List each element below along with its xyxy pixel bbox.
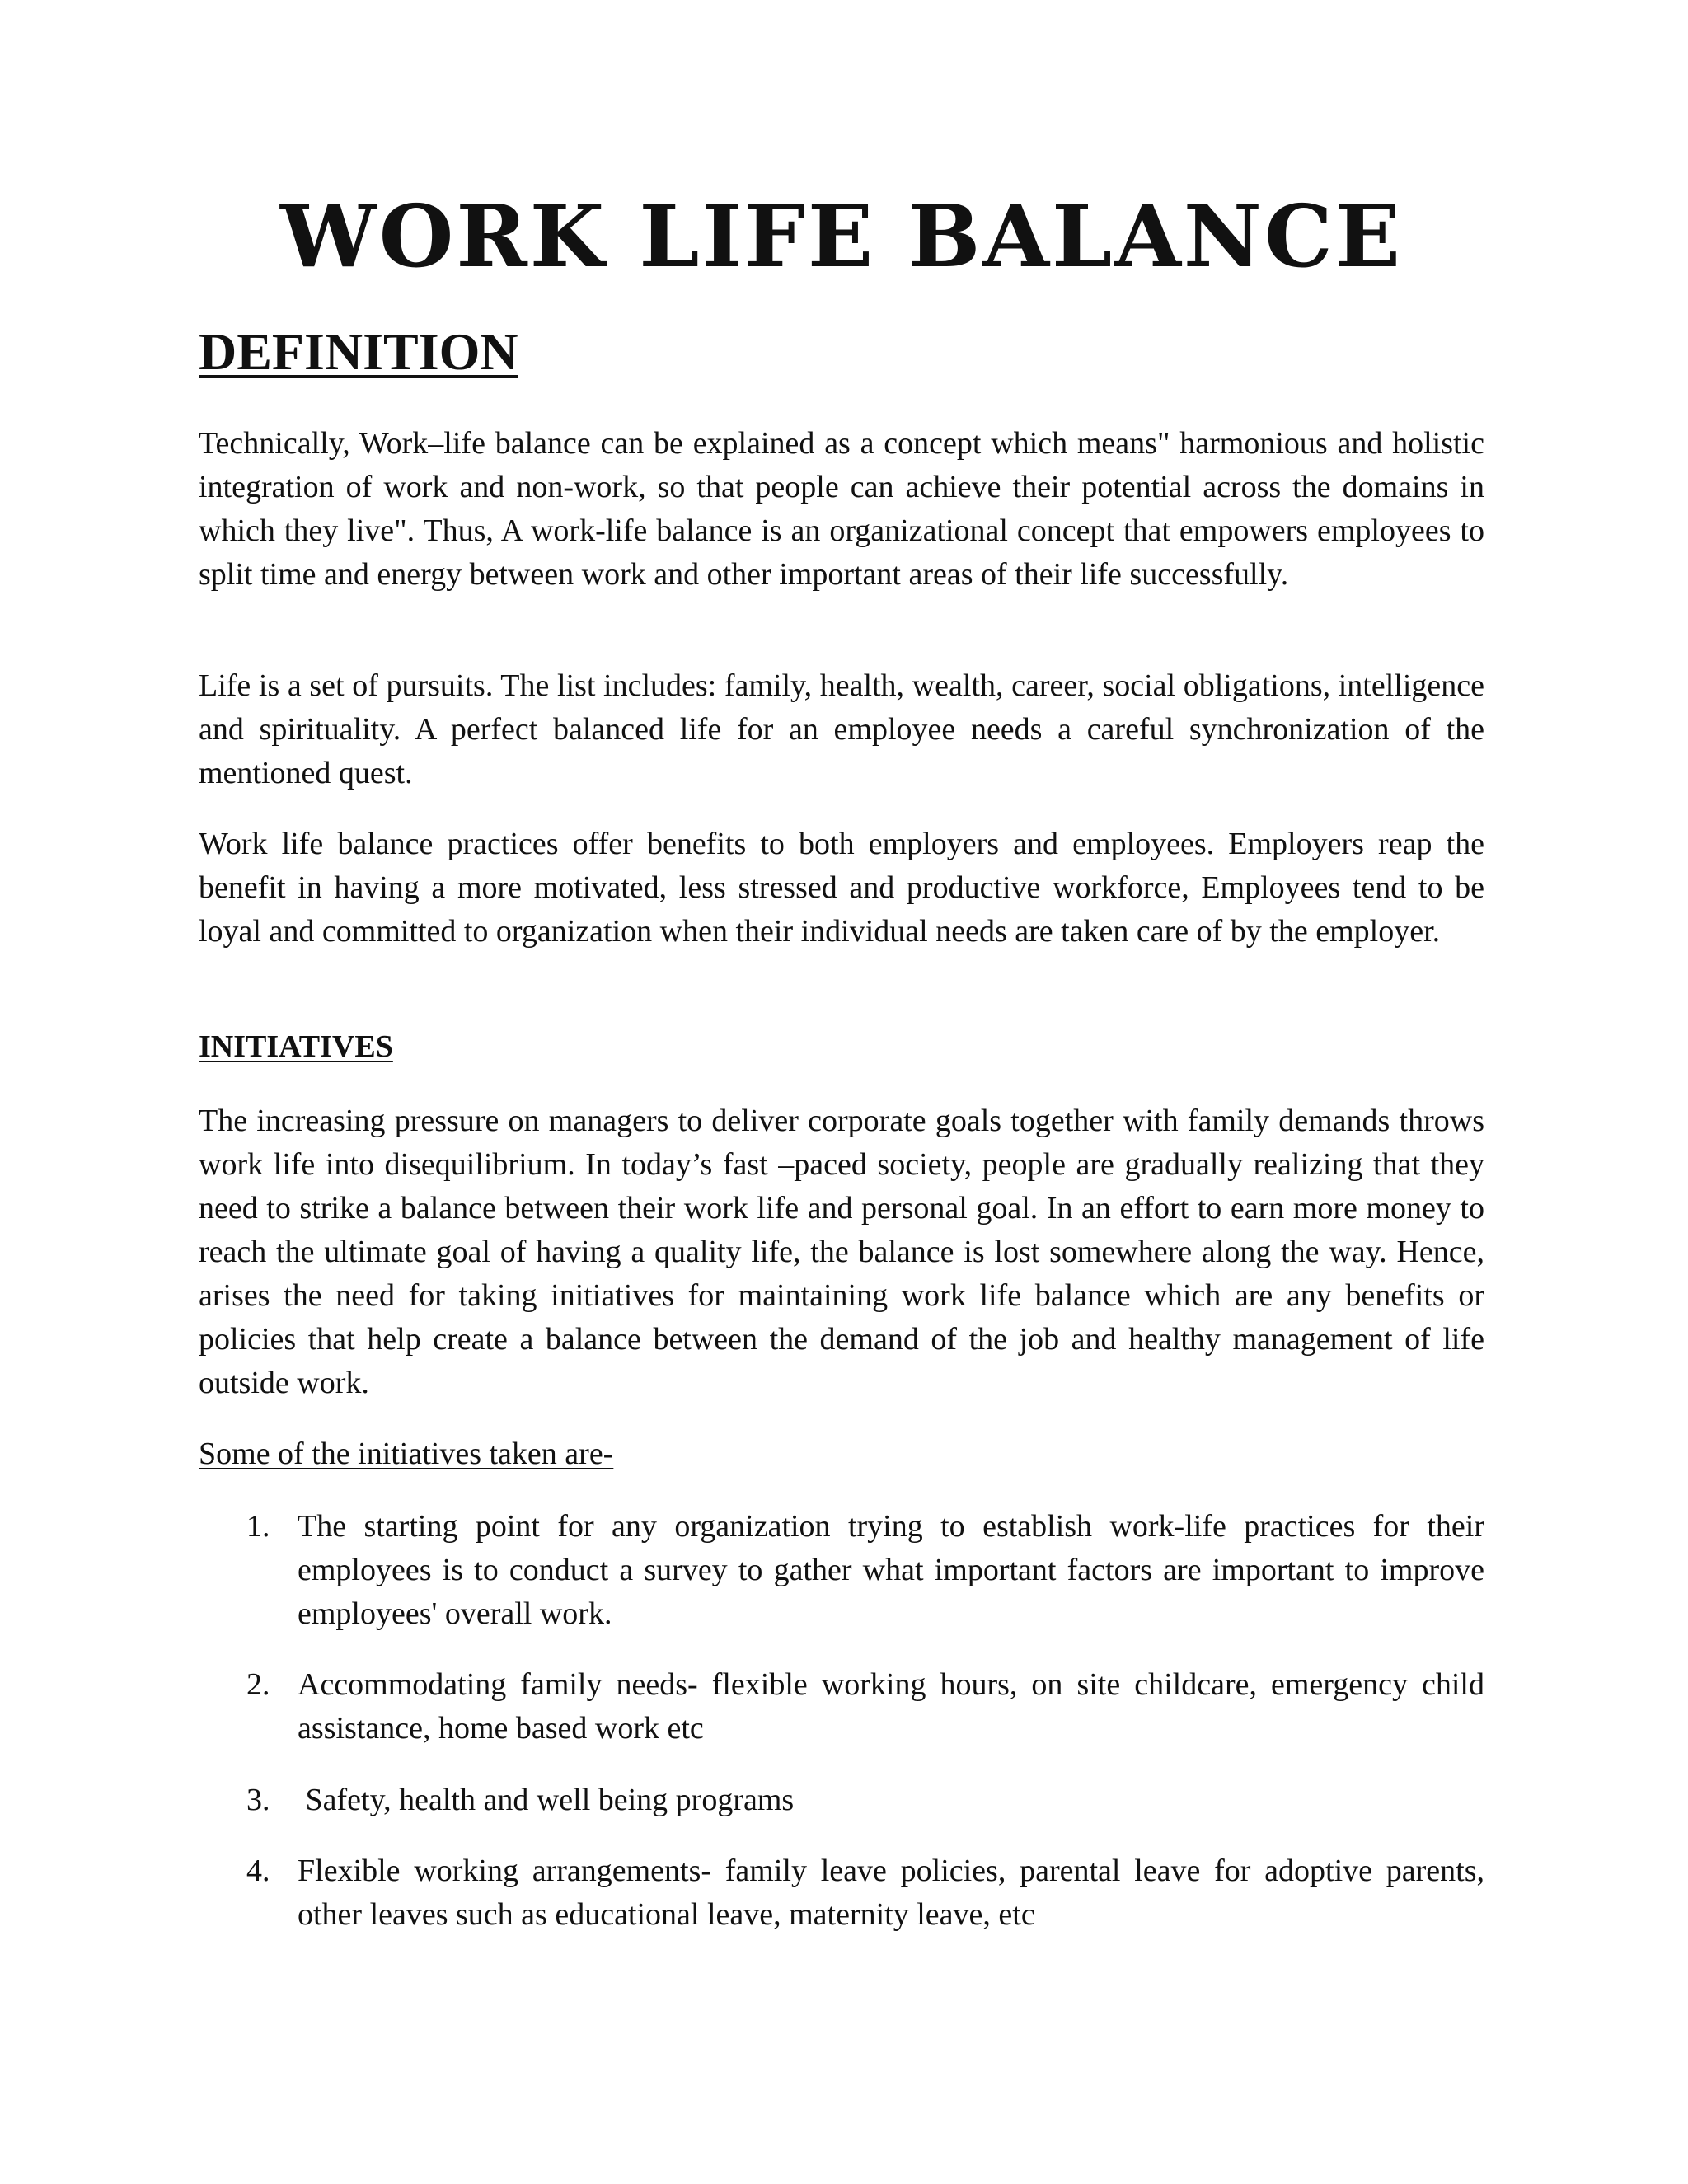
list-item-text: Safety, health and well being programs	[298, 1783, 795, 1817]
initiatives-paragraph: The increasing pressure on managers to deliver corporate goals together with family demands throws work life into disequilibrium. In today’s fast –paced society, people are gradually realizing that they need to strike a balance between their work life and personal goal. In an effort to earn more money to reach the ultimate goal of having a quality life, the balance is lost somewhere along the way. Hence, arises the need for taking initiatives for maintaining work life balance which are any benefits or policies that help create a balance between the demand of the job and healthy management of life outside work.	[199, 1104, 1484, 1400]
definition-paragraph-2: Life is a set of pursuits. The list includes: family, health, wealth, career, social obligations, intelligence and spirituality. A perfect balanced life for an employee needs a careful synchronization of the mentioned quest.	[199, 668, 1484, 790]
list-intro: Some of the initiatives taken are-	[199, 1436, 614, 1471]
list-number: 2.	[246, 1667, 270, 1702]
list-number: 3.	[246, 1783, 270, 1817]
document-title: WORK LIFE BALANCE	[279, 185, 1404, 287]
list-item-text: Accommodating family needs- flexible working hours, on site childcare, emergency child assistance, home based work etc	[298, 1667, 1484, 1746]
initiatives-heading: INITIATIVES	[199, 1029, 393, 1064]
definition-heading: DEFINITION	[199, 322, 518, 381]
definition-paragraph-1: Technically, Work–life balance can be explained as a concept which means" harmonious and holistic integration of work and non-work, so that people can achieve their potential across the domains in which they live". Thus, A work-life balance is an organizational concept that empowers employees to split time and energy between work and other important areas of their life successfully.	[199, 426, 1484, 592]
list-number: 4.	[246, 1854, 270, 1888]
definition-paragraph-3: Work life balance practices offer benefits to both employers and employees. Employers reap the benefit in having a more motivated, less stressed and productive workforce, Employees tend to be loyal and committed to organization when their individual needs are taken care of by the employer.	[199, 827, 1484, 949]
list-number: 1.	[246, 1509, 270, 1544]
list-item-text: The starting point for any organization trying to establish work-life practices for their employees is to conduct a survey to gather what important factors are important to improve employees' overall work.	[298, 1509, 1484, 1631]
list-item-text: Flexible working arrangements- family leave policies, parental leave for adoptive parents, other leaves such as educational leave, maternity leave, etc	[298, 1854, 1484, 1932]
